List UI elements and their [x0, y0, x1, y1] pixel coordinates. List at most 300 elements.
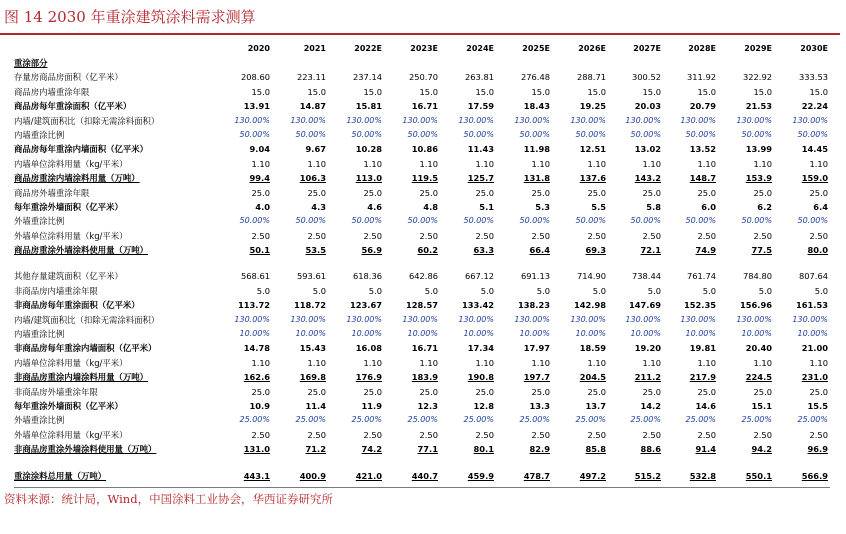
- row-label-text: 商品房重涂外墙涂料使用量（万吨）: [14, 245, 148, 256]
- value-cell: [550, 128, 606, 142]
- row-label-text: 内墙重涂比例: [14, 329, 65, 340]
- value-cell: [550, 370, 606, 384]
- value-cell: [326, 157, 382, 171]
- value-cell: [214, 298, 270, 312]
- value-text: 12.8: [473, 400, 494, 411]
- value-text: 50.00%: [407, 216, 438, 226]
- value-cell: [382, 128, 438, 142]
- row-label-text: 非商品房每年重涂内墙面积（亿平米）: [14, 343, 157, 354]
- value-text: 88.6: [640, 444, 661, 455]
- value-cell: [605, 70, 661, 84]
- value-cell: [772, 442, 828, 456]
- value-text: 25.0: [642, 386, 661, 397]
- row-label: [14, 442, 219, 456]
- value-text: 13.3: [529, 400, 550, 411]
- value-cell: [772, 284, 828, 298]
- value-text: 125.7: [467, 173, 494, 184]
- value-cell: [214, 370, 270, 384]
- value-cell: [660, 269, 716, 283]
- value-text: 10.00%: [630, 329, 661, 339]
- value-text: 113.72: [237, 300, 270, 311]
- value-text: 6.4: [813, 201, 828, 212]
- value-text: 74.9: [695, 245, 716, 256]
- value-cell: [326, 70, 382, 84]
- value-text: 169.8: [299, 372, 326, 383]
- coating-demand-table: [14, 42, 830, 483]
- value-text: 130.00%: [792, 115, 828, 125]
- value-cell: [438, 171, 494, 185]
- value-cell: [326, 200, 382, 214]
- value-cell: [550, 114, 606, 128]
- value-cell: [772, 171, 828, 185]
- value-cell: [382, 413, 438, 427]
- value-text: 400.9: [299, 470, 326, 481]
- value-text: 1.10: [809, 357, 828, 368]
- value-text: 66.4: [529, 245, 550, 256]
- value-cell: [494, 341, 550, 355]
- row-label-text: 内墙重涂比例: [14, 129, 65, 140]
- value-text: 18.59: [579, 343, 606, 354]
- value-cell: [214, 284, 270, 298]
- value-text: 10.00%: [463, 329, 494, 339]
- value-cell: [270, 428, 326, 442]
- value-cell: [438, 399, 494, 413]
- value-cell: [214, 341, 270, 355]
- value-cell: [214, 99, 270, 113]
- value-cell: [270, 469, 326, 483]
- value-cell: [716, 399, 772, 413]
- value-text: 1.10: [531, 357, 550, 368]
- value-cell: [716, 413, 772, 427]
- value-text: 137.6: [579, 173, 606, 184]
- value-cell: [550, 313, 606, 327]
- value-cell: [550, 413, 606, 427]
- value-cell: [494, 428, 550, 442]
- row-label: [14, 99, 219, 113]
- value-cell: [716, 186, 772, 200]
- value-cell: [550, 99, 606, 113]
- row-label: [14, 200, 219, 214]
- value-text: 5.0: [702, 285, 716, 296]
- value-cell: [270, 171, 326, 185]
- value-text: 130.00%: [736, 314, 772, 324]
- value-text: 1.10: [419, 357, 438, 368]
- year-header: 2023E: [410, 44, 438, 53]
- value-cell: [326, 356, 382, 370]
- row-label: [14, 128, 219, 142]
- value-text: 5.0: [647, 285, 661, 296]
- value-text: 13.7: [585, 400, 606, 411]
- value-cell: [382, 284, 438, 298]
- value-text: 17.59: [467, 101, 494, 112]
- value-cell: [772, 313, 828, 327]
- row-label-text: 重涂涂料总用量（万吨）: [14, 470, 107, 481]
- value-cell: [270, 128, 326, 142]
- value-cell: [550, 142, 606, 156]
- value-text: 25.00%: [407, 415, 438, 425]
- value-cell: [214, 128, 270, 142]
- value-text: 82.9: [529, 444, 550, 455]
- value-cell: [772, 128, 828, 142]
- value-cell: [438, 99, 494, 113]
- value-cell: [716, 327, 772, 341]
- value-cell: [326, 442, 382, 456]
- value-cell: [716, 157, 772, 171]
- value-text: 130.00%: [290, 314, 326, 324]
- value-cell: [772, 341, 828, 355]
- value-cell: [550, 399, 606, 413]
- value-cell: [438, 85, 494, 99]
- table-row: [14, 171, 830, 185]
- value-cell: [772, 99, 828, 113]
- value-text: 25.0: [419, 386, 438, 397]
- year-header: 2022E: [354, 44, 382, 53]
- row-label-text: 商品房重涂内墙涂料用量（万吨）: [14, 173, 140, 184]
- value-cell: [270, 243, 326, 257]
- value-text: 250.70: [408, 72, 438, 83]
- table-row: [14, 186, 830, 200]
- row-label-text: 外墙单位涂料用量（kg/平米）: [14, 230, 128, 241]
- value-text: 25.0: [642, 187, 661, 198]
- value-cell: [382, 142, 438, 156]
- value-text: 50.00%: [295, 216, 326, 226]
- value-text: 10.86: [411, 144, 438, 155]
- value-cell: [716, 114, 772, 128]
- value-cell: [550, 356, 606, 370]
- value-cell: [550, 428, 606, 442]
- value-text: 300.52: [631, 72, 661, 83]
- value-text: 5.0: [312, 285, 326, 296]
- value-text: 161.53: [795, 300, 828, 311]
- value-text: 119.5: [411, 173, 438, 184]
- value-cell: [270, 114, 326, 128]
- value-cell: [270, 298, 326, 312]
- value-text: 10.28: [355, 144, 382, 155]
- value-text: 761.74: [686, 271, 716, 282]
- value-text: 2.50: [363, 429, 382, 440]
- value-text: 2.50: [642, 230, 661, 241]
- value-text: 5.3: [535, 201, 550, 212]
- value-text: 2.50: [531, 429, 550, 440]
- value-text: 96.9: [807, 444, 828, 455]
- row-label: [14, 70, 219, 84]
- value-text: 130.00%: [792, 314, 828, 324]
- row-label: [14, 385, 219, 399]
- value-text: 15.81: [355, 101, 382, 112]
- value-cell: [438, 186, 494, 200]
- value-text: 152.35: [683, 300, 716, 311]
- value-cell: [326, 284, 382, 298]
- row-label: [14, 356, 219, 370]
- row-label: [14, 269, 219, 283]
- value-cell: [270, 284, 326, 298]
- year-header: 2028E: [688, 44, 716, 53]
- value-cell: [494, 327, 550, 341]
- value-cell: [494, 313, 550, 327]
- source-note: 资料来源：统计局，Wind，中国涂料工业协会，华西证券研究所: [4, 492, 334, 506]
- table-row: [14, 214, 830, 228]
- value-text: 15.0: [697, 86, 716, 97]
- value-cell: [716, 469, 772, 483]
- value-cell: [494, 186, 550, 200]
- value-cell: [214, 269, 270, 283]
- value-text: 1.10: [251, 158, 270, 169]
- value-text: 25.00%: [519, 415, 550, 425]
- value-cell: [214, 70, 270, 84]
- value-text: 130.00%: [346, 314, 382, 324]
- value-text: 2.50: [697, 230, 716, 241]
- value-cell: [550, 229, 606, 243]
- row-label-text: 内墙/建筑面积比（扣除无需涂料面积）: [14, 115, 160, 126]
- row-label: [14, 399, 219, 413]
- value-text: 15.1: [751, 400, 772, 411]
- value-cell: [772, 85, 828, 99]
- value-cell: [605, 85, 661, 99]
- value-text: 1.10: [475, 158, 494, 169]
- value-cell: [716, 200, 772, 214]
- value-text: 9.04: [249, 144, 270, 155]
- title-divider: [0, 33, 840, 35]
- value-text: 1.10: [587, 158, 606, 169]
- value-cell: [716, 269, 772, 283]
- value-text: 74.2: [361, 444, 382, 455]
- value-text: 133.42: [461, 300, 494, 311]
- value-cell: [660, 399, 716, 413]
- value-text: 4.0: [255, 201, 270, 212]
- value-text: 15.0: [809, 86, 828, 97]
- year-header: 2029E: [744, 44, 772, 53]
- year-header: 2030E: [800, 44, 828, 53]
- row-label-text: 存量房商品房面积（亿平米）: [14, 72, 123, 83]
- value-text: 130.00%: [736, 115, 772, 125]
- spacer-row: [14, 457, 830, 469]
- value-text: 53.5: [305, 245, 326, 256]
- value-cell: [438, 313, 494, 327]
- value-text: 10.00%: [239, 329, 270, 339]
- value-cell: [605, 356, 661, 370]
- row-label: [14, 229, 219, 243]
- value-text: 156.96: [739, 300, 772, 311]
- value-text: 25.0: [251, 187, 270, 198]
- value-cell: [772, 413, 828, 427]
- value-text: 217.9: [689, 372, 716, 383]
- value-text: 224.5: [745, 372, 772, 383]
- value-text: 25.00%: [797, 415, 828, 425]
- value-cell: [494, 157, 550, 171]
- value-cell: [270, 385, 326, 399]
- value-cell: [660, 229, 716, 243]
- value-cell: [214, 157, 270, 171]
- value-text: 1.10: [697, 357, 716, 368]
- value-cell: [660, 356, 716, 370]
- value-cell: [550, 171, 606, 185]
- value-text: 1.10: [251, 357, 270, 368]
- value-text: 6.2: [757, 201, 772, 212]
- value-text: 550.1: [745, 470, 772, 481]
- value-cell: [605, 469, 661, 483]
- value-text: 10.00%: [797, 329, 828, 339]
- value-text: 162.6: [243, 372, 270, 383]
- value-cell: [382, 298, 438, 312]
- value-text: 50.1: [249, 245, 270, 256]
- value-cell: [605, 186, 661, 200]
- value-cell: [382, 327, 438, 341]
- value-text: 10.00%: [351, 329, 382, 339]
- row-label: [14, 85, 219, 99]
- value-cell: [326, 341, 382, 355]
- value-cell: [494, 370, 550, 384]
- row-label-text: 非商品房重涂内墙涂料用量（万吨）: [14, 372, 148, 383]
- figure-title: 图 14 2030 年重涂建筑涂料需求测算: [4, 8, 256, 26]
- value-text: 1.10: [587, 357, 606, 368]
- value-text: 99.4: [249, 173, 270, 184]
- value-cell: [772, 428, 828, 442]
- value-text: 19.81: [689, 343, 716, 354]
- value-cell: [550, 269, 606, 283]
- value-cell: [716, 85, 772, 99]
- value-cell: [605, 298, 661, 312]
- value-text: 2.50: [809, 429, 828, 440]
- value-text: 288.71: [576, 72, 606, 83]
- value-text: 10.00%: [685, 329, 716, 339]
- value-cell: [494, 142, 550, 156]
- value-cell: [660, 413, 716, 427]
- value-cell: [772, 269, 828, 283]
- value-cell: [550, 70, 606, 84]
- value-text: 183.9: [411, 372, 438, 383]
- value-text: 50.00%: [741, 129, 772, 139]
- value-cell: [660, 99, 716, 113]
- value-cell: [660, 341, 716, 355]
- value-cell: [438, 214, 494, 228]
- value-text: 50.00%: [630, 216, 661, 226]
- value-cell: [214, 442, 270, 456]
- value-cell: [660, 142, 716, 156]
- value-cell: [382, 442, 438, 456]
- value-cell: [214, 327, 270, 341]
- value-text: 568.61: [240, 271, 270, 282]
- value-text: 50.00%: [351, 129, 382, 139]
- value-text: 143.2: [634, 173, 661, 184]
- year-header: 2020: [247, 44, 270, 53]
- table-row: [14, 385, 830, 399]
- value-text: 50.00%: [463, 129, 494, 139]
- value-cell: [270, 413, 326, 427]
- value-cell: [382, 70, 438, 84]
- value-cell: [660, 157, 716, 171]
- row-label-text: 其他存量建筑面积（亿平米）: [14, 271, 123, 282]
- value-cell: [438, 284, 494, 298]
- value-text: 50.00%: [630, 129, 661, 139]
- value-cell: [382, 200, 438, 214]
- value-text: 15.0: [753, 86, 772, 97]
- value-text: 130.00%: [234, 115, 270, 125]
- value-text: 94.2: [751, 444, 772, 455]
- spacer-row: [14, 257, 830, 269]
- value-cell: [270, 313, 326, 327]
- value-cell: [716, 171, 772, 185]
- value-text: 25.00%: [351, 415, 382, 425]
- value-text: 130.00%: [458, 115, 494, 125]
- value-text: 130.00%: [514, 314, 550, 324]
- table-row: [14, 413, 830, 427]
- value-cell: [326, 269, 382, 283]
- value-cell: [326, 370, 382, 384]
- value-text: 9.67: [305, 144, 326, 155]
- value-text: 10.00%: [295, 329, 326, 339]
- value-text: 159.0: [801, 173, 828, 184]
- value-cell: [772, 157, 828, 171]
- value-cell: [270, 85, 326, 99]
- value-text: 25.0: [307, 187, 326, 198]
- value-cell: [326, 114, 382, 128]
- row-label-text: 商品房每年重涂面积（亿平米）: [14, 101, 132, 112]
- value-text: 2.50: [697, 429, 716, 440]
- value-text: 14.6: [695, 400, 716, 411]
- value-cell: [326, 399, 382, 413]
- value-cell: [550, 284, 606, 298]
- value-text: 21.00: [801, 343, 828, 354]
- row-label: [14, 370, 219, 384]
- value-text: 50.00%: [463, 216, 494, 226]
- value-cell: [550, 243, 606, 257]
- table-row: [14, 428, 830, 442]
- value-cell: [550, 214, 606, 228]
- value-text: 2.50: [419, 230, 438, 241]
- value-text: 25.00%: [685, 415, 716, 425]
- value-cell: [494, 128, 550, 142]
- value-text: 2.50: [363, 230, 382, 241]
- value-cell: [214, 214, 270, 228]
- value-cell: [438, 413, 494, 427]
- value-text: 15.0: [363, 86, 382, 97]
- value-text: 25.0: [587, 187, 606, 198]
- value-text: 130.00%: [402, 115, 438, 125]
- value-text: 263.81: [464, 72, 494, 83]
- value-cell: [494, 171, 550, 185]
- value-text: 2.50: [587, 230, 606, 241]
- value-text: 130.00%: [514, 115, 550, 125]
- value-cell: [716, 128, 772, 142]
- value-cell: [326, 142, 382, 156]
- value-text: 25.00%: [295, 415, 326, 425]
- value-text: 5.0: [814, 285, 828, 296]
- value-text: 12.3: [417, 400, 438, 411]
- value-text: 276.48: [520, 72, 550, 83]
- table-row: [14, 442, 830, 456]
- row-label: [14, 428, 219, 442]
- value-text: 14.2: [640, 400, 661, 411]
- value-text: 14.78: [243, 343, 270, 354]
- value-text: 515.2: [634, 470, 661, 481]
- row-label-text: 商品房每年重涂内墙面积（亿平米）: [14, 144, 148, 155]
- value-text: 223.11: [296, 72, 326, 83]
- value-cell: [382, 399, 438, 413]
- value-cell: [494, 413, 550, 427]
- table-row: [14, 298, 830, 312]
- value-text: 25.0: [363, 386, 382, 397]
- value-cell: [270, 269, 326, 283]
- value-cell: [438, 442, 494, 456]
- value-cell: [772, 142, 828, 156]
- value-cell: [494, 356, 550, 370]
- value-cell: [716, 214, 772, 228]
- value-cell: [550, 85, 606, 99]
- value-cell: [382, 186, 438, 200]
- value-cell: [716, 142, 772, 156]
- value-cell: [214, 142, 270, 156]
- value-cell: [716, 243, 772, 257]
